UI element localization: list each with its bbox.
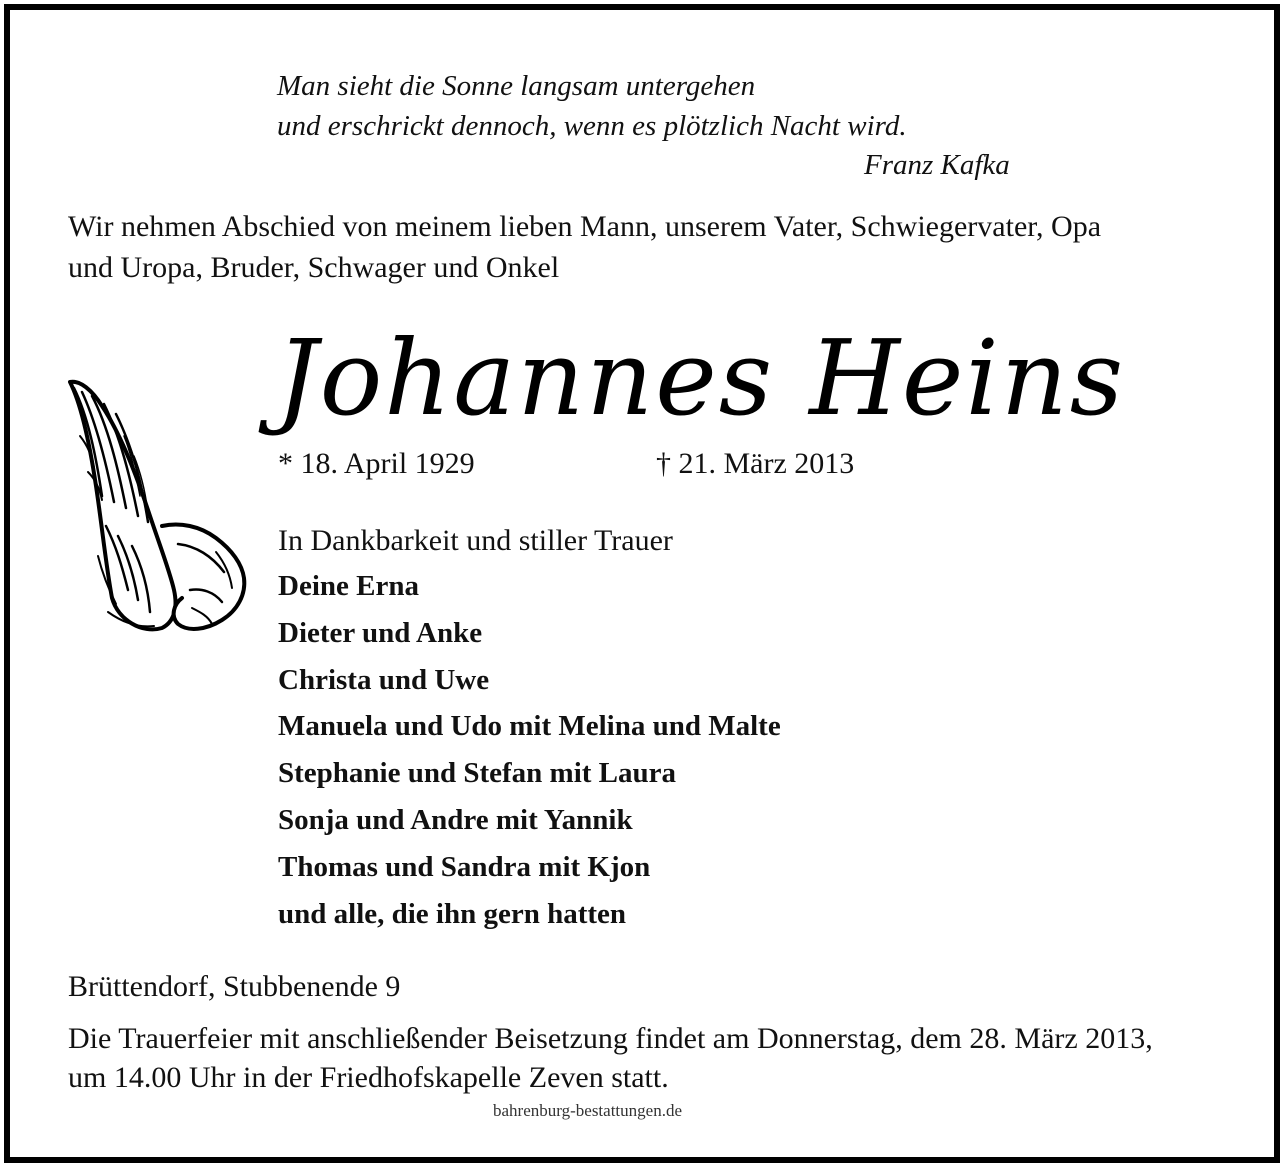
quote-line-2: und erschrickt dennoch, wenn es plötzlich Nacht wird. [277,110,907,142]
deceased-name: Johannes Heins [276,317,1126,439]
mourner-item: Sonja und Andre mit Yannik [278,803,633,836]
service-line-1: Die Trauerfeier mit anschließender Beisetzung findet am Donnerstag, dem 28. März 2013, [68,1022,1153,1055]
quote-author: Franz Kafka [864,149,1010,181]
quote-line-1: Man sieht die Sonne langsam untergehen [277,70,756,102]
death-date: † 21. März 2013 [656,447,855,480]
mourner-item: Deine Erna [278,570,419,602]
mourner-item: und alle, die ihn gern hatten [278,897,627,930]
mourner-item: Dieter und Anke [278,616,483,649]
mourner-item: Manuela und Udo mit Melina und Malte [278,710,781,743]
mourners-list [278,563,781,937]
birth-date: * 18. April 1929 [278,447,475,480]
service-line-2: um 14.00 Uhr in der Friedhofskapelle Zeven statt. [68,1061,669,1094]
intro-line-1: Wir nehmen Abschied von meinem lieben Mann, unserem Vater, Schwiegervater, Opa [68,210,1102,243]
mourner-item: Christa und Uwe [278,663,490,696]
address: Brüttendorf, Stubbenende 9 [68,970,401,1003]
mourner-item: Thomas und Sandra mit Kjon [278,850,651,883]
mourning-intro: In Dankbarkeit und stiller Trauer [278,524,673,557]
footer-website: bahrenburg-bestattungen.de [493,1101,682,1120]
praying-hands-icon [62,376,248,640]
mourner-item: Stephanie und Stefan mit Laura [278,757,677,790]
intro-line-2: und Uropa, Bruder, Schwager und Onkel [68,251,560,284]
